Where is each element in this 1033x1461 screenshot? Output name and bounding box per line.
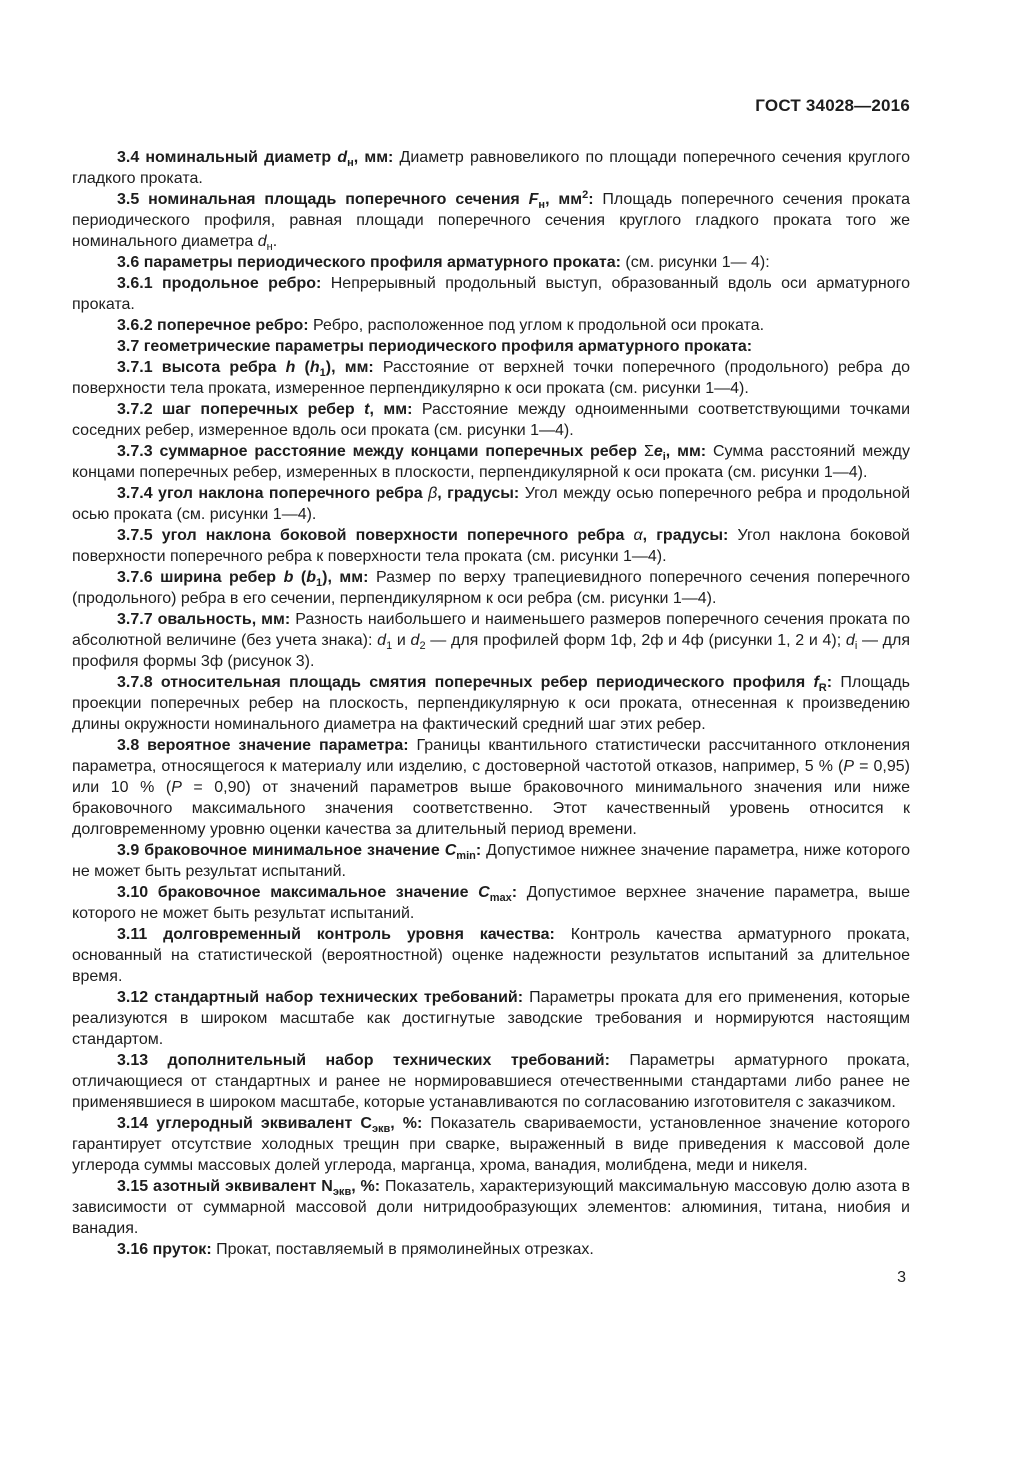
term-paragraph: 3.6.2 поперечное ребро: Ребро, расположенное под углом к продольной оси проката. [117, 317, 765, 334]
terms-list [72, 147, 910, 1260]
term-paragraph: 3.10 браковочное максимальное значение $C_{max}$: Допустимое верхнее значение параметра, выше которого не может быть результат испытаний. [72, 884, 910, 922]
document-header: ГОСТ 34028—2016 [755, 96, 910, 115]
term-paragraph: 3.7.8 относительная площадь смятия поперечных ребер периодического профиля $f_R$: Площадь проекции поперечных ребер на плоскость, перпендикулярную к оси проката, отнесенная к произведению длины окружности номинального диаметра на фактический средний шаг этих ребер. [72, 674, 910, 733]
term-paragraph: 3.7 геометрические параметры периодического профиля арматурного проката: [117, 338, 753, 355]
term-paragraph: 3.14 углеродный эквивалент $С_{экв}$, %: Показатель свариваемости, установленное значение которого гарантирует отсутствие холодных трещин при сварке, выраженный в виде приведения к массовой доле углерода суммы массовых долей углерода, марганца, хрома, ванадия, молибдена, меди и никеля. [72, 1115, 911, 1174]
term-paragraph: 3.7.7 овальность, мм: Разность наибольшего и наименьшего размеров поперечного сечения проката по абсолютной величине (без учета знака): $d_1$ и $d_2$ — для профилей форм 1ф, 2ф и 4ф (рисунки 1, 2 и 4); $d_i$ — для профиля формы 3ф (рисунок 3). [72, 611, 911, 670]
term-paragraph: 3.8 вероятное значение параметра: Границы квантильного статистически рассчитанного отклонения параметра, относящегося к материалу или изделию, с достоверной частотой отказов, например, 5 % (P = 0,95) или 10 % (P = 0,90) от значений параметров выше браковочного минимального значения или ниже браковочного максимального значения соответственно. Этот качественный уровень относится к долговременному уровню оценки качества за длительный период времени. [72, 737, 911, 838]
term-paragraph: 3.13 дополнительный набор технических требований: Параметры арматурного проката, отличающиеся от стандартных и ранее не нормировавшиеся отечественными стандартами либо ранее не применявшиеся в широком масштабе, которые устанавливаются по согласованию изготовителя с заказчиком. [72, 1052, 911, 1111]
term-paragraph: 3.7.5 угол наклона боковой поверхности поперечного ребра α, градусы: Угол наклона боковой поверхности поперечного ребра к поверхности тела проката (см. рисунки 1—4). [72, 527, 910, 565]
term-paragraph: 3.11 долговременный контроль уровня качества: Контроль качества арматурного проката, основанный на статистической (вероятностной) оценке надежности результатов испытаний за длительное время. [72, 926, 910, 985]
term-paragraph: 3.7.1 высота ребра h $(h_1)$, мм: Расстояние от верхней точки поперечного (продольного) ребра до поверхности тела проката, измеренное перпендикулярно к оси проката (см. рисунки 1—4). [72, 359, 911, 397]
term-paragraph: 3.9 браковочное минимальное значение $C_{min}$: Допустимое нижнее значение параметра, ниже которого не может быть результат испытаний. [72, 842, 910, 880]
term-paragraph: 3.4 номинальный диаметр $d_н$, мм: Диаметр равновеликого по площади поперечного сечения круглого гладкого проката. [72, 149, 910, 187]
term-paragraph: 3.6 параметры периодического профиля арматурного проката: (см. рисунки 1— 4): [117, 254, 770, 271]
term-paragraph: 3.15 азотный эквивалент $N_{экв}$, %: Показатель, характеризующий максимальную массовую долю азота в зависимости от суммарной массовой доли нитридообразующих элементов: алюминия, титана, ниобия и ванадия. [72, 1178, 911, 1237]
term-paragraph: 3.6.1 продольное ребро: Непрерывный продольный выступ, образованный вдоль оси арматурного проката. [72, 275, 911, 313]
term-paragraph: 3.7.2 шаг поперечных ребер t, мм: Расстояние между одноименными соответствующими точками соседних ребер, измеренное вдоль оси проката (см. рисунки 1—4). [72, 401, 910, 439]
page-content [72, 95, 910, 1288]
term-paragraph: 3.7.3 суммарное расстояние между концами поперечных ребер $\Sigma e_i$, мм: Сумма расстояний между концами поперечных ребер, измеренных в плоскости, перпендикулярной к оси проката (см. рисунки 1—4). [72, 443, 911, 481]
term-paragraph: 3.7.6 ширина ребер b $(b_1)$, мм: Размер по верху трапециевидного поперечного сечения поперечного (продольного) ребра в его сечении, перпендикулярном к оси ребра (см. рисунки 1—4). [72, 569, 910, 607]
term-paragraph: 3.16 пруток: Прокат, поставляемый в прямолинейных отрезках. [117, 1241, 594, 1258]
term-paragraph: 3.5 номинальная площадь поперечного сечения $F_н$, $мм^2$: Площадь поперечного сечения проката периодического профиля, равная площади поперечного сечения круглого гладкого проката того же номинального диаметра $d_н$. [72, 189, 910, 253]
page-number: 3 [897, 1269, 906, 1286]
term-paragraph: 3.7.4 угол наклона поперечного ребра β, градусы: Угол между осью поперечного ребра и продольной осью проката (см. рисунки 1—4). [72, 485, 911, 523]
term-paragraph: 3.12 стандартный набор технических требований: Параметры проката для его применения, которые реализуются в широком масштабе как достигнутые заводские требования и нормируются настоящим стандартом. [72, 989, 910, 1048]
